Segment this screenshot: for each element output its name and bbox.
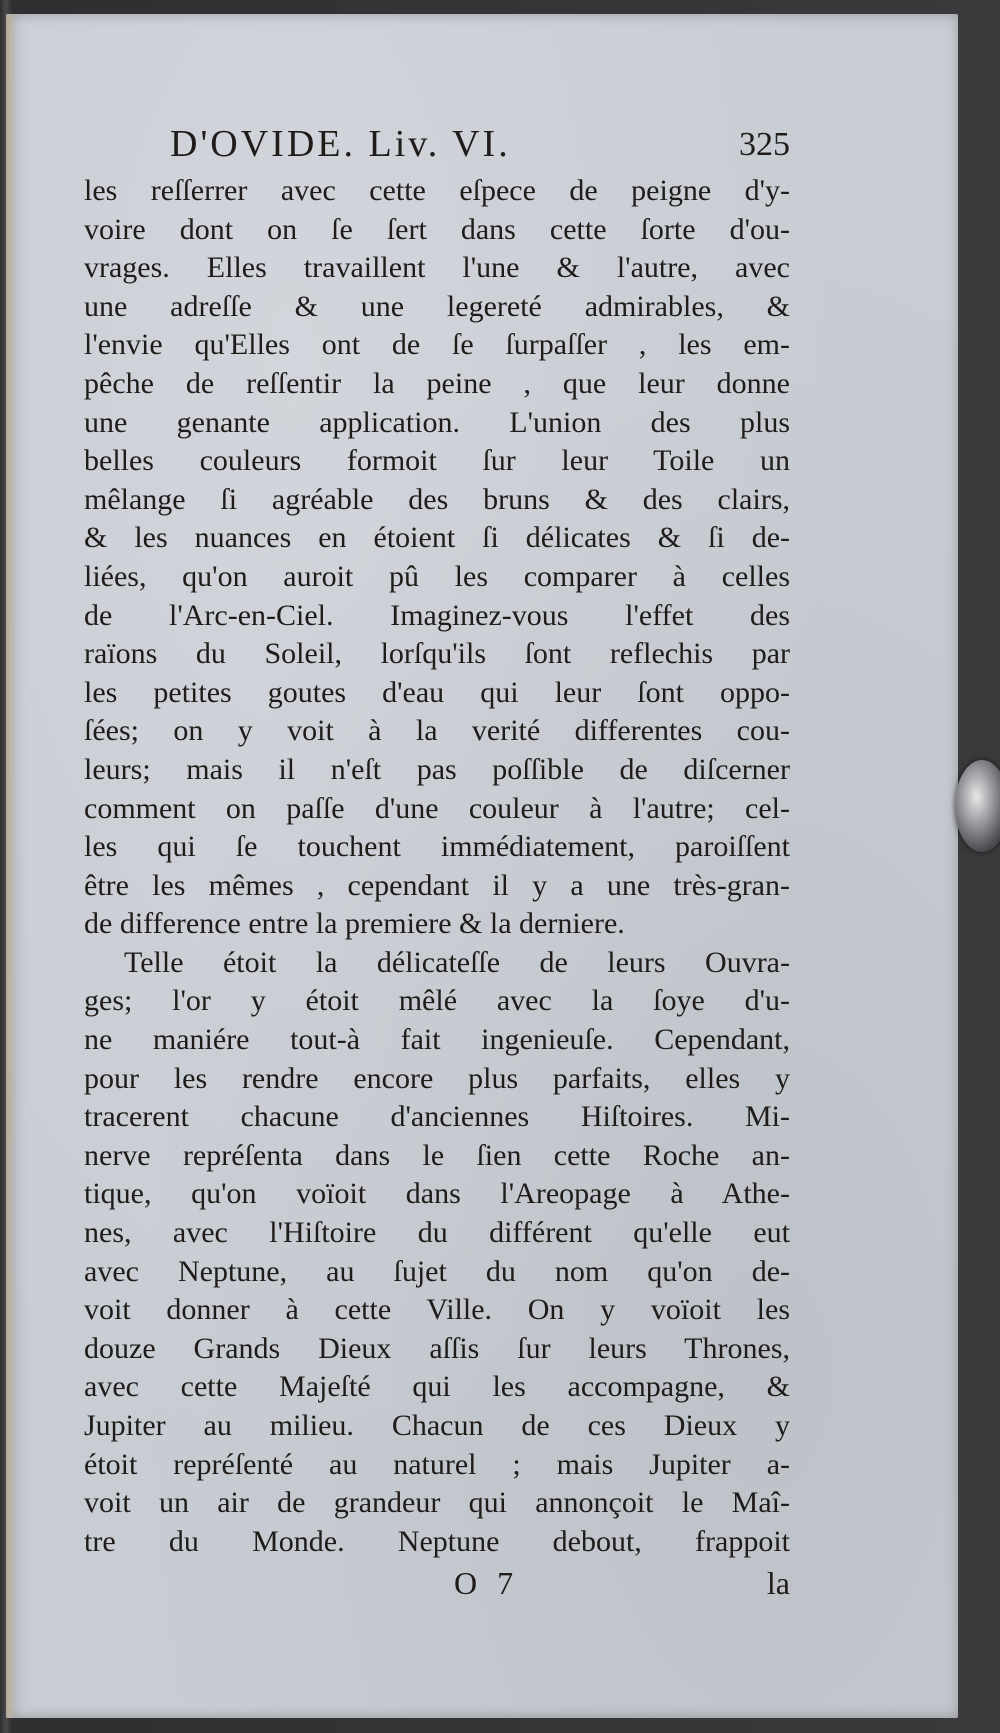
text-line: Jupiter au milieu. Chacun de ces Dieux y (84, 1409, 790, 1442)
text-line: l'envie qu'Elles ont de ſe ſurpaſſer , les em- (84, 328, 790, 362)
text-line: une adreſſe & une legereté admirables, & (84, 289, 790, 323)
text-line: avec cette Majeſté qui les accompagne, & (84, 1370, 790, 1404)
text-line: liées, qu'on auroit pû les comparer à celles (84, 559, 790, 593)
text-line: une genante application. L'union des plus (84, 405, 790, 439)
text-line: les qui ſe touchent immédiatement, paroiſſent (84, 830, 790, 864)
text-line: tracerent chacune d'anciennes Hiſtoires. Mi- (84, 1100, 790, 1134)
body-text (84, 172, 790, 1561)
text-line: tre du Monde. Neptune debout, frappoit (84, 1524, 790, 1558)
text-line: ne maniére tout-à fait ingenieuſe. Cependant, (84, 1023, 790, 1057)
signature-mark: O 7 (454, 1565, 520, 1602)
page-number: 325 (739, 126, 790, 163)
text-line: avec Neptune, au ſujet du nom qu'on de- (84, 1254, 790, 1288)
text-line: nes, avec l'Hiſtoire du différent qu'elle eut (84, 1216, 790, 1250)
text-line: belles couleurs formoit ſur leur Toile un (84, 444, 790, 478)
page-text-block (84, 118, 790, 1607)
text-line: leurs; mais il n'eſt pas poſſible de diſcerner (84, 752, 790, 786)
text-line: être les mêmes , cependant il y a une très-gran- (84, 868, 790, 902)
text-line: voire dont on ſe ſert dans cette ſorte d'ou- (84, 212, 790, 246)
text-line: douze Grands Dieux aſſis ſur leurs Thrones, (84, 1331, 790, 1365)
text-line: de l'Arc-en-Ciel. Imaginez-vous l'effet des (84, 598, 790, 632)
text-line: comment on paſſe d'une couleur à l'autre; cel- (84, 791, 790, 825)
text-line: les petites goutes d'eau qui leur ſont oppo- (84, 675, 790, 709)
page-footer (84, 1561, 790, 1607)
metal-clasp (955, 760, 1000, 852)
paragraph (84, 944, 790, 1562)
text-line: Telle étoit la délicateſſe de leurs Ouvra- (124, 945, 790, 979)
text-line: vrages. Elles travaillent l'une & l'autre, avec (84, 251, 790, 285)
text-line: tique, qu'on voïoit dans l'Areopage à Athe- (84, 1177, 790, 1211)
text-line: mêlange ſi agréable des bruns & des clairs, (84, 482, 790, 516)
text-line: étoit repréſenté au naturel ; mais Jupiter a- (84, 1447, 790, 1481)
page-gutter-edge (6, 14, 16, 1718)
running-head (84, 118, 790, 172)
text-line: pour les rendre encore plus parfaits, elles y (84, 1061, 790, 1095)
text-line: ſées; on y voit à la verité differentes cou- (84, 714, 790, 748)
text-line: pêche de reſſentir la peine , que leur donne (84, 366, 790, 400)
text-line: voit donner à cette Ville. On y voïoit les (84, 1293, 790, 1327)
text-line: raïons du Soleil, lorſqu'ils ſont reflechis par (84, 637, 790, 671)
text-line: nerve repréſenta dans le ſien cette Roche an- (84, 1138, 790, 1172)
text-line: les reſſerrer avec cette eſpece de peigne d'y- (84, 174, 790, 207)
text-line: ges; l'or y étoit mêlé avec la ſoye d'u- (84, 984, 790, 1018)
text-line: & les nuances en étoient ſi délicates & ſi de- (84, 521, 790, 555)
text-line: voit un air de grandeur qui annonçoit le Maî- (84, 1486, 790, 1520)
running-head-title: D'OVIDE. Liv. VI. (170, 123, 511, 165)
text-line: de difference entre la premiere & la derniere. (84, 907, 625, 941)
catchword: la (766, 1565, 790, 1602)
paragraph (84, 172, 790, 944)
